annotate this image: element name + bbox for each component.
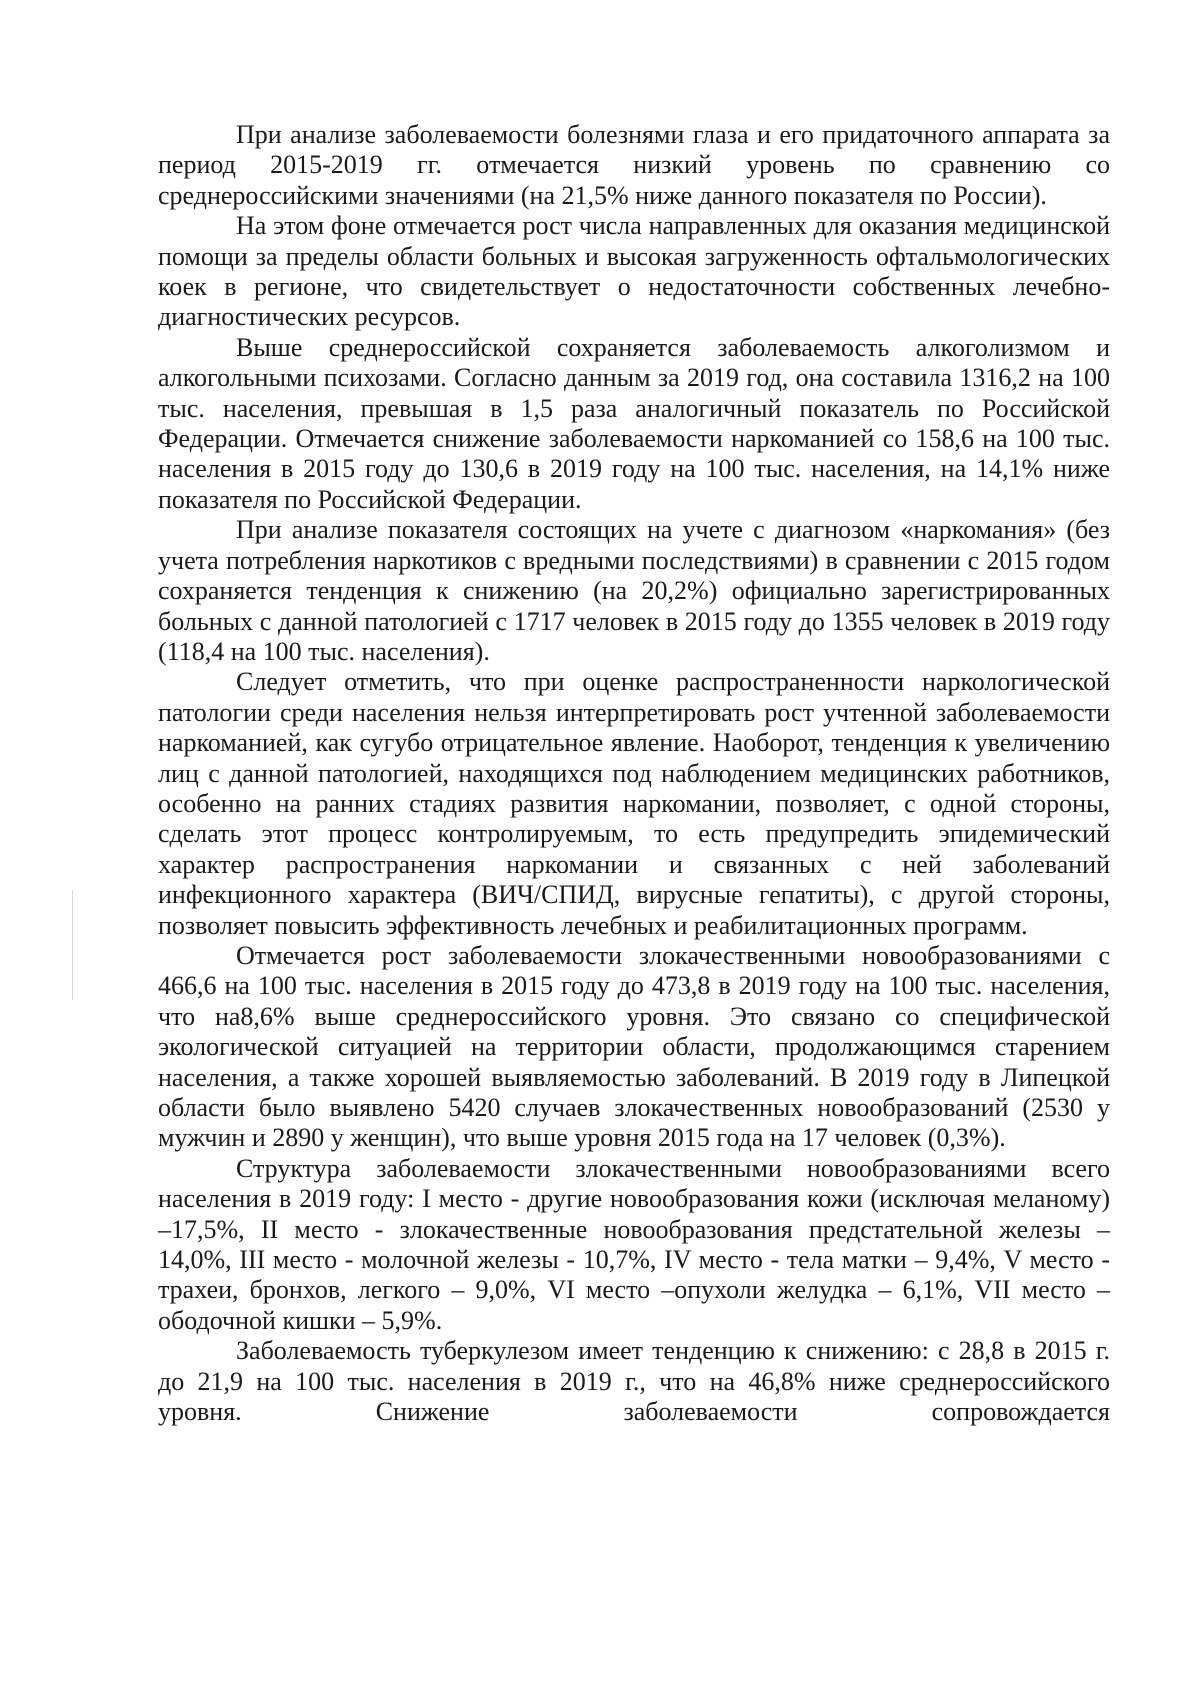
- document-body: [158, 120, 1110, 1427]
- paragraph-eye-diseases: При анализе заболеваемости болезнями глаза и его придаточного аппарата за период 2015-2019 гг. отмечается низкий уровень по сравнению со среднероссийскими значениями (на 21,5% ниже данного показателя по России).: [158, 120, 1110, 210]
- paragraph-ophthalmology-beds: На этом фоне отмечается рост числа направленных для оказания медицинской помощи за пределы области больных и высокая загруженность офтальмологических коек в регионе, что свидетельствует о недостаточности собственных лечебно-диагностических ресурсов.: [158, 211, 1110, 332]
- paragraph-oncology-structure: Структура заболеваемости злокачественными новообразованиями всего населения в 2019 году: I место - другие новообразования кожи (исключая меланому) –17,5%, II место - злокачественные новообразования предстательной железы – 14,0%, III место - молочной железы - 10,7%, IV место - тела матки – 9,4%, V место - трахеи, бронхов, легкого – 9,0%, VI место –опухоли желудка – 6,1%, VII место –ободочной кишки – 5,9%.: [158, 1153, 1110, 1335]
- paragraph-drug-registration: При анализе показателя состоящих на учете с диагнозом «наркомания» (без учета потребления наркотиков с вредными последствиями) в сравнении с 2015 годом сохраняется тенденция к снижению (на 20,2%) официально зарегистрированных больных с данной патологией с 1717 человек в 2015 году до 1355 человек в 2019 году (118,4 на 100 тыс. населения).: [158, 515, 1110, 666]
- scan-margin-mark: [72, 890, 73, 1000]
- paragraph-narcology-assessment: Следует отметить, что при оценке распространенности наркологической патологии среди населения нельзя интерпретировать рост учтенной заболеваемости наркоманией, как сугубо отрицательное явление. Наоборот, тенденция к увеличению лиц с данной патологией, находящихся под наблюдением медицинских работников, особенно на ранних стадиях развития наркомании, позволяет, с одной стороны, сделать этот процесс контролируемым, то есть предупредить эпидемический характер распространения наркомании и связанных с ней заболеваний инфекционного характера (ВИЧ/СПИД, вирусные гепатиты), с другой стороны, позволяет повысить эффективность лечебных и реабилитационных программ.: [158, 667, 1110, 940]
- paragraph-alcoholism: Выше среднероссийской сохраняется заболеваемость алкоголизмом и алкогольными психозами. Согласно данным за 2019 год, она составила 1316,2 на 100 тыс. населения, превышая в 1,5 раза аналогичный показатель по Российской Федерации. Отмечается снижение заболеваемости наркоманией со 158,6 на 100 тыс. населения в 2015 году до 130,6 в 2019 году на 100 тыс. населения, на 14,1% ниже показателя по Российской Федерации.: [158, 332, 1110, 514]
- paragraph-tuberculosis: Заболеваемость туберкулезом имеет тенденцию к снижению: с 28,8 в 2015 г. до 21,9 на 100 тыс. населения в 2019 г., что на 46,8% ниже среднероссийского уровня. Снижение заболеваемости сопровождается: [158, 1336, 1110, 1427]
- paragraph-oncology-incidence: Отмечается рост заболеваемости злокачественными новообразованиями с 466,6 на 100 тыс. населения в 2015 году до 473,8 в 2019 году на 100 тыс. населения, что на8,6% выше среднероссийского уровня. Это связано со специфической экологической ситуацией на территории области, продолжающимся старением населения, а также хорошей выявляемостью заболеваний. В 2019 году в Липецкой области было выявлено 5420 случаев злокачественных новообразований (2530 у мужчин и 2890 у женщин), что выше уровня 2015 года на 17 человек (0,3%).: [158, 940, 1110, 1153]
